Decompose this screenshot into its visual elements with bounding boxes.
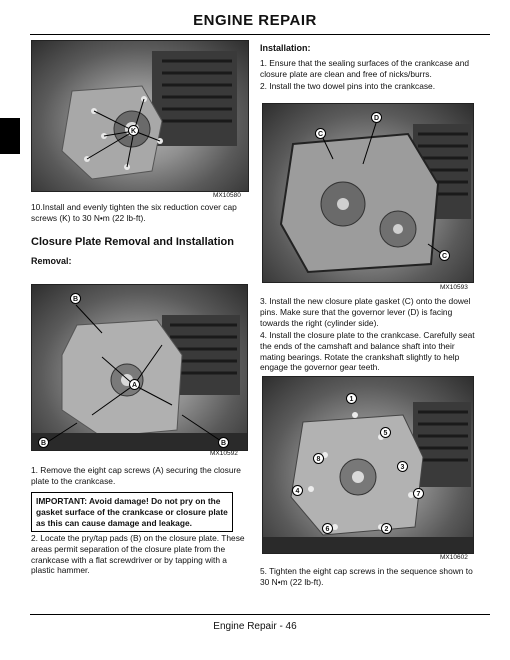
figure-id-label: MX10602 xyxy=(440,554,468,561)
callout-d: D xyxy=(371,112,382,123)
callout-7: 7 xyxy=(413,488,424,499)
callout-c-bottom: C xyxy=(439,250,450,261)
callout-4: 4 xyxy=(292,485,303,496)
figure-tightening-sequence-photo xyxy=(262,376,474,554)
callout-8: 8 xyxy=(313,453,324,464)
callout-5: 5 xyxy=(380,427,391,438)
section-heading: Closure Plate Removal and Installation xyxy=(31,236,234,248)
page-footer: Engine Repair - 46 xyxy=(213,621,297,632)
figure-closure-plate-photo xyxy=(31,284,248,451)
callout-c-top: C xyxy=(315,128,326,139)
step-2-text: 2. Locate the pry/tap pads (B) on the closure plate. These areas permit separation of the closure plate from the crankcase with a flat screwdriver or by tapping with a plastic hammer. xyxy=(31,533,245,576)
header-divider xyxy=(30,34,490,35)
installation-heading: Installation: xyxy=(260,43,311,53)
callout-b-right: B xyxy=(218,437,229,448)
figure-reduction-cover-photo xyxy=(31,40,249,192)
figure-id-label: MX10592 xyxy=(210,450,238,457)
footer-divider xyxy=(30,614,490,615)
figure-id-label: MX10593 xyxy=(440,284,468,291)
callout-1: 1 xyxy=(346,393,357,404)
callout-b-left: B xyxy=(38,437,49,448)
callout-k: K xyxy=(128,125,139,136)
page-title: ENGINE REPAIR xyxy=(193,12,317,29)
section-tab-marker xyxy=(0,118,20,154)
removal-heading: Removal: xyxy=(31,256,72,266)
callout-6: 6 xyxy=(322,523,333,534)
figure-gasket-photo xyxy=(262,103,474,283)
install-step-4-text: 4. Install the closure plate to the crankcase. Carefully seat the ends of the camshaft and balance shaft into their mating bearings. Rotate the crankshaft slightly to help engage the governor gear teeth. xyxy=(260,330,475,373)
callout-2: 2 xyxy=(381,523,392,534)
callout-3: 3 xyxy=(397,461,408,472)
install-step-5-text: 5. Tighten the eight cap screws in the sequence shown to 30 N•m (22 lb-ft). xyxy=(260,566,473,587)
step-1-text: 1. Remove the eight cap screws (A) securing the closure plate to the crankcase. xyxy=(31,465,241,486)
important-notice: IMPORTANT: Avoid damage! Do not pry on the gasket surface of the crankcase or closure plate as this can cause damage and leakage. xyxy=(31,492,233,532)
install-step-2-text: 2. Install the two dowel pins into the crankcase. xyxy=(260,81,436,91)
step-10-text: 10.Install and evenly tighten the six reduction cover cap screws (K) to 30 N•m (22 lb-ft). xyxy=(31,202,237,223)
figure-id-label: MX10580 xyxy=(213,192,241,199)
callout-a: A xyxy=(129,379,140,390)
callout-b-top: B xyxy=(70,293,81,304)
install-step-3-text: 3. Install the new closure plate gasket (C) onto the dowel pins. Make sure that the governor lever (D) is facing towards the right (cylinder side). xyxy=(260,296,471,328)
install-step-1-text: 1. Ensure that the sealing surfaces of the crankcase and closure plate are clean and free of nicks/burrs. xyxy=(260,58,470,79)
